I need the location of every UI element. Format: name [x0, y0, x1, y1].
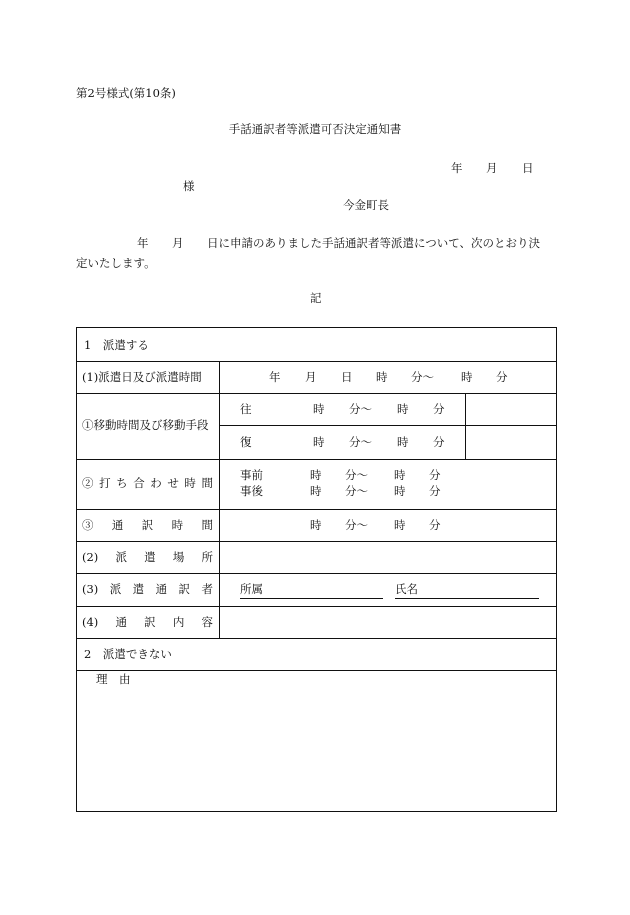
meeting-label: ②打ち合わせ時間	[82, 476, 213, 490]
document-title: 手話通訳者等派遣可否決定通知書	[228, 122, 402, 136]
section2-heading: 2 派遣できない	[84, 647, 172, 661]
meet-before-label: 事前	[240, 468, 263, 482]
out-hour2: 時	[397, 402, 409, 416]
interpreter-label: (3)派遣通訳者	[82, 582, 213, 596]
interp-hour2: 時	[394, 518, 406, 532]
body-line1: 日に申請のありました手話通訳者等派遣について、次のとおり決	[207, 236, 541, 250]
interpretation-content-label: (4)通訳内容	[82, 615, 213, 629]
row1-min1: 分〜	[411, 370, 434, 384]
meet-after-label: 事後	[240, 484, 263, 498]
before-min2: 分	[429, 468, 441, 482]
name-underline	[395, 598, 539, 599]
row1-hour2: 時	[461, 370, 473, 384]
section1-heading: 1 派遣する	[84, 338, 149, 352]
before-min1: 分〜	[345, 468, 368, 482]
interpretation-time-label: ③通訳時間	[82, 518, 213, 532]
interp-hour1: 時	[310, 518, 322, 532]
issuer: 今金町長	[343, 198, 389, 212]
decision-table	[76, 327, 557, 812]
after-min2: 分	[429, 484, 441, 498]
after-hour1: 時	[310, 484, 322, 498]
outbound-label: 往	[240, 402, 252, 416]
after-min1: 分〜	[345, 484, 368, 498]
date-day: 日	[522, 161, 534, 175]
ret-min2: 分	[433, 435, 445, 449]
interp-min1: 分〜	[345, 518, 368, 532]
row1-min2: 分	[496, 370, 508, 384]
form-number: 第2号様式(第10条)	[76, 86, 176, 100]
after-hour2: 時	[394, 484, 406, 498]
interp-min2: 分	[429, 518, 441, 532]
ret-hour2: 時	[397, 435, 409, 449]
before-hour2: 時	[394, 468, 406, 482]
reason-label: 理 由	[96, 672, 131, 686]
body-year: 年	[137, 236, 149, 250]
row1-month: 月	[305, 370, 317, 384]
out-min1: 分〜	[349, 402, 372, 416]
name-label: 氏名	[395, 582, 418, 596]
affiliation-label: 所属	[240, 582, 263, 596]
row1-year: 年	[269, 370, 281, 384]
ki-heading: 記	[310, 291, 322, 305]
row1-day: 日	[341, 370, 353, 384]
out-hour1: 時	[313, 402, 325, 416]
ret-hour1: 時	[313, 435, 325, 449]
date-year: 年	[451, 161, 463, 175]
return-label: 復	[240, 435, 252, 449]
movement-label: ①移動時間及び移動手段	[82, 418, 209, 432]
ret-min1: 分〜	[349, 435, 372, 449]
dispatch-datetime-label: (1)派遣日及び派遣時間	[82, 370, 202, 384]
out-min2: 分	[433, 402, 445, 416]
affiliation-underline	[240, 598, 383, 599]
body-month: 月	[172, 236, 184, 250]
before-hour1: 時	[310, 468, 322, 482]
dispatch-place-label: (2)派遣場所	[82, 550, 213, 564]
addressee-suffix: 様	[183, 179, 195, 193]
date-month: 月	[486, 161, 498, 175]
row1-hour1: 時	[376, 370, 388, 384]
body-line2: 定いたします。	[76, 256, 156, 270]
